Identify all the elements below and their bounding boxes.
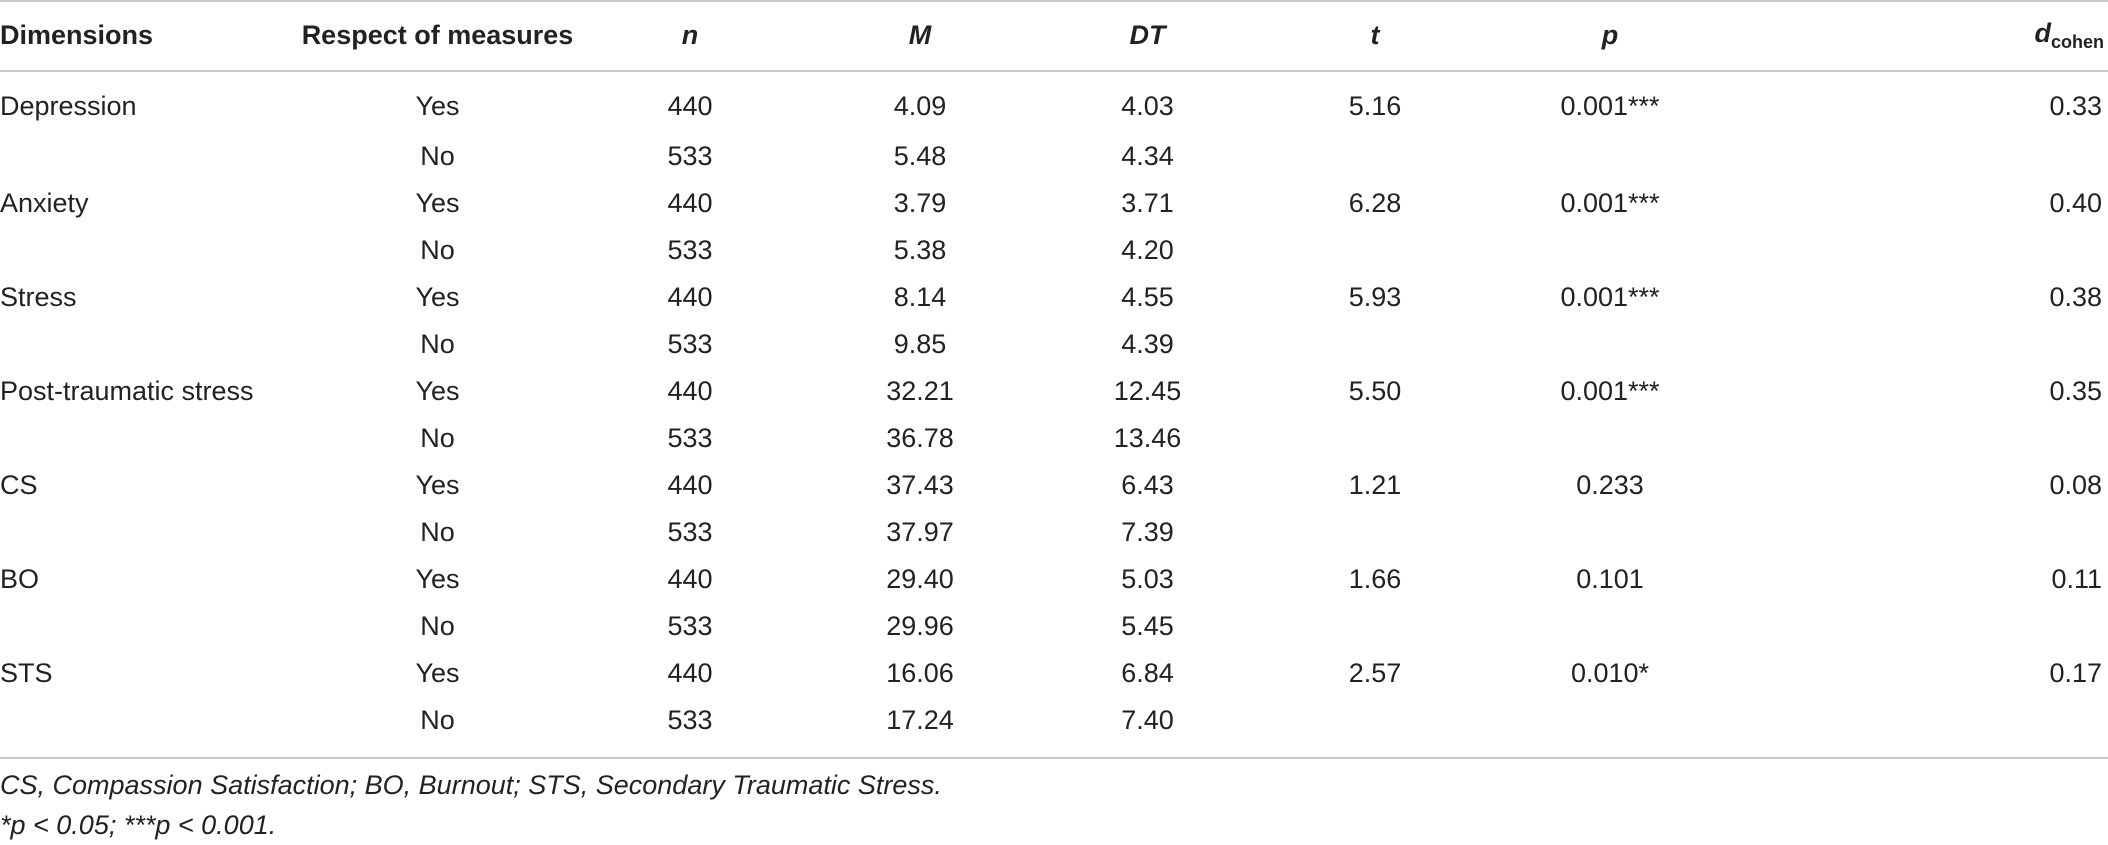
cell-mean: 9.85 [893, 329, 947, 359]
cell-n: 533 [667, 705, 713, 735]
cell-mean: 29.40 [886, 564, 954, 594]
cell-t: 2.57 [1348, 658, 1402, 688]
header-d-main: d [2034, 18, 2051, 48]
table-row [0, 564, 2108, 611]
cell-dt: 5.03 [1121, 564, 1174, 594]
cell-respect: No [420, 611, 455, 641]
cell-d-cohen: 0.17 [2049, 658, 2102, 688]
cell-p: 0.001*** [1560, 91, 1660, 121]
table-row [0, 517, 2108, 564]
cell-respect: Yes [415, 282, 460, 312]
cell-p: 0.001*** [1560, 282, 1660, 312]
cell-dt: 4.03 [1121, 91, 1174, 121]
cell-n: 440 [667, 188, 713, 218]
cell-dt: 4.34 [1121, 141, 1174, 171]
cell-n: 533 [667, 329, 713, 359]
cell-mean: 37.43 [886, 470, 954, 500]
cell-mean: 3.79 [893, 188, 947, 218]
cell-dimension [0, 611, 300, 658]
table-row [0, 235, 2108, 282]
cell-respect: No [420, 705, 455, 735]
table-bottom-rule [0, 757, 2108, 759]
cell-mean: 4.09 [893, 91, 947, 121]
cell-p [1490, 423, 1730, 470]
cell-respect: Yes [415, 376, 460, 406]
cell-n: 440 [667, 91, 713, 121]
cell-dt: 13.46 [1113, 423, 1182, 453]
header-dimensions: Dimensions [0, 20, 154, 50]
cell-dimension [0, 705, 300, 752]
cell-n: 440 [667, 658, 713, 688]
cell-n: 440 [667, 282, 713, 312]
cell-t [1260, 423, 1490, 470]
cell-d-cohen: 0.08 [2049, 470, 2102, 500]
footnote-abbreviations: CS, Compassion Satisfaction; BO, Burnout; STS, Secondary Traumatic Stress. [0, 770, 942, 800]
cell-mean: 5.48 [893, 141, 947, 171]
header-d-cohen [1730, 0, 2108, 71]
cell-p: 0.101 [1576, 564, 1644, 594]
cell-d-cohen [1730, 611, 2108, 658]
table-row [0, 658, 2108, 705]
cell-t [1260, 235, 1490, 282]
cell-n: 440 [667, 376, 713, 406]
table-footnotes [0, 765, 2108, 845]
cell-dimension [0, 141, 300, 188]
cell-t [1260, 329, 1490, 376]
table-row [0, 423, 2108, 470]
cell-dimension: Anxiety [0, 188, 89, 218]
cell-dimension: Stress [0, 282, 77, 312]
cell-respect: Yes [415, 91, 460, 121]
cell-t: 5.93 [1348, 282, 1402, 312]
cell-t: 1.21 [1348, 470, 1402, 500]
cell-p [1490, 705, 1730, 752]
table-row [0, 611, 2108, 658]
cell-dt: 4.20 [1121, 235, 1174, 265]
cell-t: 6.28 [1348, 188, 1402, 218]
cell-p: 0.010* [1570, 658, 1650, 688]
header-row [0, 0, 2108, 71]
table-row [0, 329, 2108, 376]
cell-dimension: STS [0, 658, 53, 688]
cell-n: 533 [667, 423, 713, 453]
cell-n: 440 [667, 470, 713, 500]
cell-p: 0.233 [1576, 470, 1644, 500]
cell-mean: 36.78 [886, 423, 954, 453]
cell-dt: 6.43 [1121, 470, 1174, 500]
cell-d-cohen: 0.11 [2051, 564, 2102, 594]
cell-dimension [0, 329, 300, 376]
cell-dimension: Depression [0, 91, 137, 121]
cell-n: 533 [667, 141, 713, 171]
cell-respect: No [420, 517, 455, 547]
cell-t [1260, 705, 1490, 752]
cell-p [1490, 517, 1730, 564]
cell-dimension: CS [0, 470, 38, 500]
header-dt: DT [1129, 20, 1166, 50]
cell-d-cohen: 0.33 [2049, 91, 2102, 121]
cell-t: 5.50 [1348, 376, 1402, 406]
cell-p [1490, 235, 1730, 282]
cell-t: 5.16 [1348, 91, 1402, 121]
table-row [0, 470, 2108, 517]
cell-mean: 8.14 [893, 282, 947, 312]
cell-d-cohen: 0.35 [2049, 376, 2102, 406]
cell-n: 533 [667, 235, 713, 265]
cell-p [1490, 611, 1730, 658]
cell-respect: No [420, 423, 455, 453]
table-header [0, 0, 2108, 71]
table-row [0, 282, 2108, 329]
cell-respect: Yes [415, 188, 460, 218]
cell-p: 0.001*** [1560, 376, 1660, 406]
cell-dt: 7.40 [1121, 705, 1174, 735]
cell-d-cohen [1730, 329, 2108, 376]
cell-respect: No [420, 235, 455, 265]
table-body [0, 71, 2108, 752]
cell-dimension: BO [0, 564, 40, 594]
cell-p: 0.001*** [1560, 188, 1660, 218]
cell-d-cohen [1730, 423, 2108, 470]
cell-d-cohen [1730, 705, 2108, 752]
cell-respect: Yes [415, 564, 460, 594]
cell-d-cohen [1730, 517, 2108, 564]
cell-d-cohen: 0.38 [2049, 282, 2102, 312]
cell-p [1490, 329, 1730, 376]
cell-dt: 4.39 [1121, 329, 1174, 359]
cell-respect: Yes [415, 658, 460, 688]
cell-n: 533 [667, 611, 713, 641]
cell-mean: 32.21 [886, 376, 954, 406]
cell-d-cohen: 0.40 [2049, 188, 2102, 218]
table-row [0, 71, 2108, 141]
cell-dt: 5.45 [1121, 611, 1174, 641]
cell-d-cohen [1730, 235, 2108, 282]
footnote-significance: *p < 0.05; ***p < 0.001. [0, 810, 277, 840]
cell-d-cohen [1730, 141, 2108, 188]
cell-dt: 4.55 [1121, 282, 1174, 312]
header-p: p [1601, 20, 1619, 50]
cell-mean: 37.97 [886, 517, 954, 547]
cell-t [1260, 517, 1490, 564]
header-n: n [681, 20, 699, 50]
cell-p [1490, 141, 1730, 188]
cell-dt: 6.84 [1121, 658, 1174, 688]
table-row [0, 705, 2108, 752]
cell-mean: 16.06 [886, 658, 954, 688]
table-row [0, 376, 2108, 423]
header-d-subscript: cohen [2050, 32, 2104, 52]
cell-mean: 17.24 [886, 705, 954, 735]
cell-dimension: Post-traumatic stress [0, 376, 254, 406]
cell-dimension [0, 517, 300, 564]
cell-dt: 3.71 [1121, 188, 1174, 218]
cell-respect: Yes [415, 470, 460, 500]
cell-dt: 12.45 [1113, 376, 1182, 406]
cell-mean: 5.38 [893, 235, 947, 265]
cell-t: 1.66 [1348, 564, 1402, 594]
cell-dt: 7.39 [1121, 517, 1174, 547]
table-row [0, 141, 2108, 188]
table-row [0, 188, 2108, 235]
header-mean: M [908, 20, 932, 50]
header-respect-of-measures: Respect of measures [301, 20, 574, 50]
cell-n: 440 [667, 564, 713, 594]
cell-respect: No [420, 329, 455, 359]
cell-dimension [0, 235, 300, 282]
cell-dimension [0, 423, 300, 470]
cell-mean: 29.96 [886, 611, 954, 641]
cell-respect: No [420, 141, 455, 171]
header-t: t [1370, 20, 1380, 50]
cell-n: 533 [667, 517, 713, 547]
cell-t [1260, 141, 1490, 188]
cell-t [1260, 611, 1490, 658]
